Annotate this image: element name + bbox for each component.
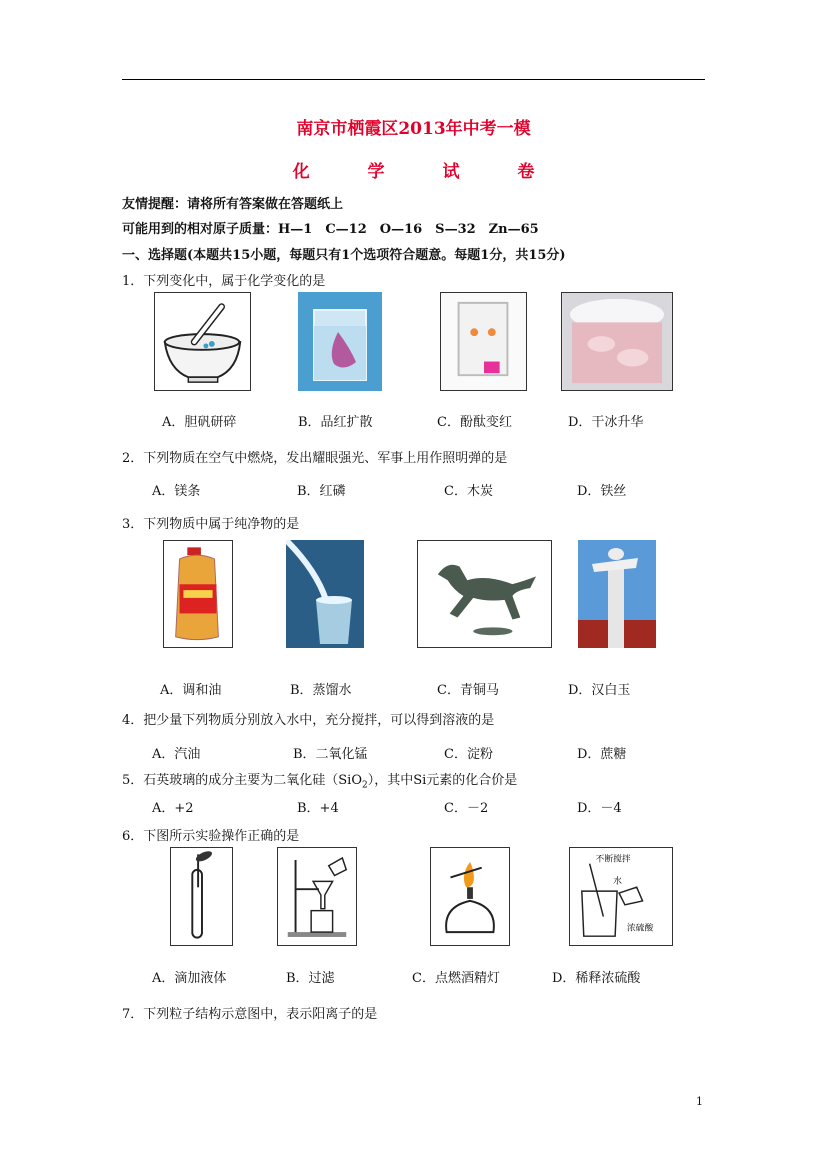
option-b[interactable]: B．二氧化锰 xyxy=(293,747,368,762)
dye-diffusion-image xyxy=(298,292,382,391)
question-1-options xyxy=(0,411,827,431)
option-b[interactable]: B．+4 xyxy=(297,801,339,816)
question-2-options xyxy=(0,480,827,500)
page-number: 1 xyxy=(696,1095,703,1108)
water-label: 水 xyxy=(613,876,622,887)
option-b[interactable]: B．蒸馏水 xyxy=(290,683,352,698)
option-d[interactable]: D．铁丝 xyxy=(577,484,627,499)
dilute-acid-image xyxy=(569,847,673,946)
option-b[interactable]: B．品红扩散 xyxy=(298,415,373,430)
option-a[interactable]: A．胆矾研碎 xyxy=(162,415,237,430)
option-d[interactable]: D．汉白玉 xyxy=(568,683,631,698)
option-c[interactable]: C．木炭 xyxy=(444,484,493,499)
reminder: 友情提醒：请将所有答案做在答题纸上 xyxy=(122,197,344,212)
atomic-mass-line: 可能用到的相对原子质量：H—1 C—12 O—16 S—32 Zn—65 xyxy=(122,222,539,237)
option-b[interactable]: B．过滤 xyxy=(286,971,335,986)
option-d[interactable]: D．干冰升华 xyxy=(568,415,644,430)
exam-title: 南京市栖霞区2013年中考一模 xyxy=(296,119,531,139)
option-d[interactable]: D．稀释浓硫酸 xyxy=(552,971,641,986)
question-6-options xyxy=(0,967,827,987)
question-3-options xyxy=(0,679,827,699)
dry-ice-image xyxy=(561,292,673,391)
mortar-image xyxy=(154,292,251,391)
option-a[interactable]: A．镁条 xyxy=(152,484,201,499)
question-2-stem: 2．下列物质在空气中燃烧，发出耀眼强光、军事上用作照明弹的是 xyxy=(122,451,508,466)
oil-bottle-image xyxy=(163,540,233,648)
question-4-options xyxy=(0,743,827,763)
option-d[interactable]: D．蔗糖 xyxy=(577,747,627,762)
question-3-stem: 3．下列物质中属于纯净物的是 xyxy=(122,517,300,532)
question-1-stem: 1．下列变化中，属于化学变化的是 xyxy=(122,274,326,289)
stir-label: 不断搅拌 xyxy=(595,854,631,865)
filtration-image xyxy=(277,847,357,946)
option-c[interactable]: C．点燃酒精灯 xyxy=(412,971,500,986)
option-c[interactable]: C．青铜马 xyxy=(437,683,499,698)
header-rule xyxy=(122,79,705,80)
question-4-stem: 4．把少量下列物质分别放入水中，充分搅拌，可以得到溶液的是 xyxy=(122,713,495,728)
exam-subtitle: 化 学 试 卷 xyxy=(292,162,561,182)
option-b[interactable]: B．红磷 xyxy=(297,484,346,499)
dropper-tube-image xyxy=(170,847,233,946)
question-5-stem: 5．石英玻璃的成分主要为二氧化硅（SiO$_2$），其中Si元素的化合价是 xyxy=(122,773,518,791)
distilled-water-image xyxy=(286,540,364,648)
option-c[interactable]: C．酚酞变红 xyxy=(437,415,512,430)
option-c[interactable]: C．－2 xyxy=(444,801,489,816)
option-a[interactable]: A．+2 xyxy=(152,801,194,816)
option-a[interactable]: A．滴加液体 xyxy=(152,971,227,986)
marble-column-image xyxy=(578,540,656,648)
option-c[interactable]: C．淀粉 xyxy=(444,747,493,762)
section-heading: 一、选择题(本题共15小题，每题只有1个选项符合题意。每题1分，共15分) xyxy=(122,248,566,263)
acid-label: 浓硫酸 xyxy=(626,923,654,934)
option-d[interactable]: D．－4 xyxy=(577,801,622,816)
phenolphthalein-image xyxy=(440,292,527,391)
question-7-stem: 7．下列粒子结构示意图中，表示阳离子的是 xyxy=(122,1007,378,1022)
alcohol-lamp-image xyxy=(430,847,510,946)
option-a[interactable]: A．调和油 xyxy=(160,683,222,698)
question-5-options xyxy=(0,797,827,817)
question-6-stem: 6．下图所示实验操作正确的是 xyxy=(122,829,300,844)
bronze-horse-image xyxy=(417,540,552,648)
option-a[interactable]: A．汽油 xyxy=(152,747,201,762)
